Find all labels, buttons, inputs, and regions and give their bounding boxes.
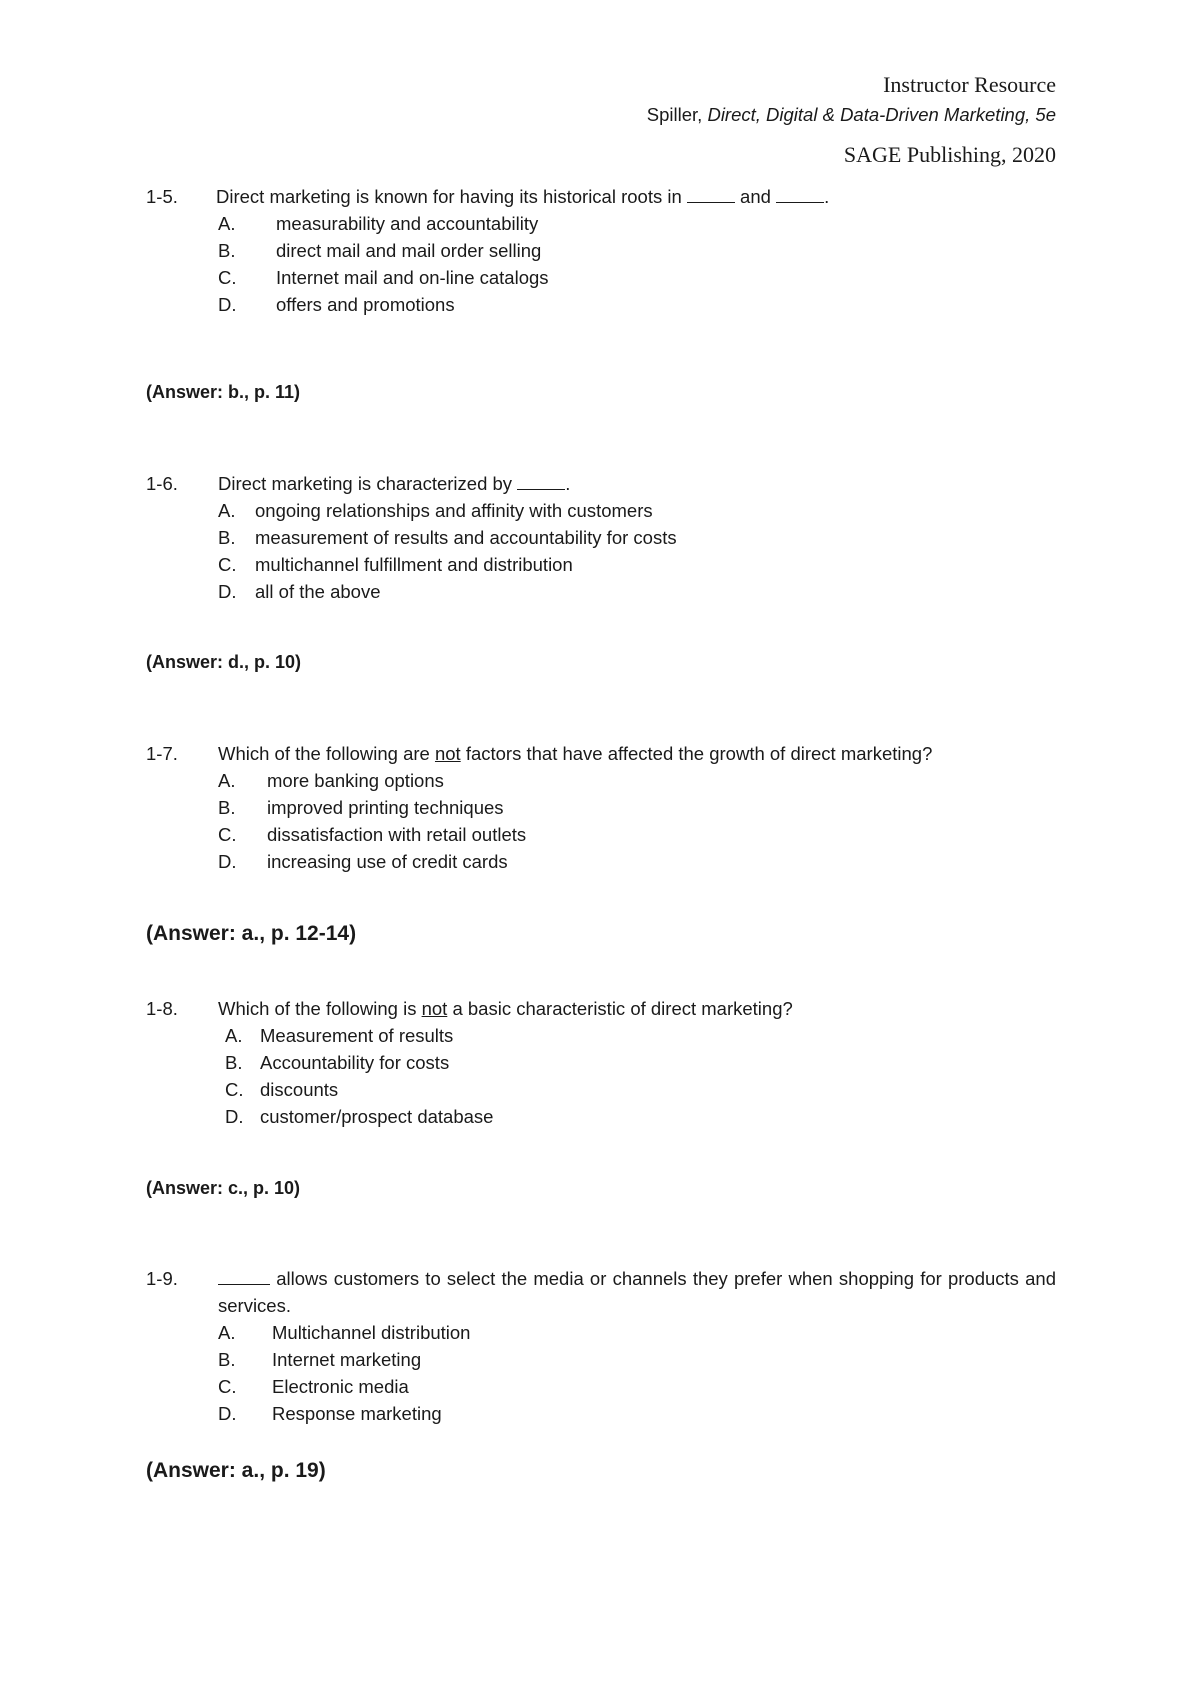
question-stem — [218, 740, 1056, 767]
answer-1-6: (Answer: d., p. 10) — [146, 652, 302, 672]
option-letter: C. — [218, 824, 237, 845]
option-letter: D. — [218, 294, 237, 315]
question-number: 1-5. — [146, 186, 178, 207]
stem-text: Direct marketing is known for having its historical roots in — [216, 186, 687, 207]
header-publisher: SAGE Publishing, 2020 — [843, 142, 1056, 167]
option-text: improved printing techniques — [267, 797, 504, 818]
option-letter: A. — [218, 500, 236, 521]
fill-in-blank — [517, 471, 565, 490]
answer-1-8: (Answer: c., p. 10) — [146, 1178, 301, 1198]
option-letter: D. — [218, 1403, 237, 1424]
option-text: Measurement of results — [260, 1025, 454, 1046]
stem-text: Direct marketing is characterized by — [218, 473, 518, 494]
header-citation — [647, 104, 1056, 126]
stem-text: Which of the following is — [218, 998, 422, 1019]
option-text: offers and promotions — [276, 294, 455, 315]
question-number: 1-9. — [146, 1268, 178, 1289]
fill-in-blank — [687, 184, 735, 203]
option-letter: C. — [225, 1079, 244, 1100]
option-text: Multichannel distribution — [272, 1322, 471, 1343]
stem-text: . — [824, 186, 830, 207]
answer-1-9: (Answer: a., p. 19) — [146, 1459, 326, 1482]
option-letter: A. — [218, 770, 236, 791]
option-letter: C. — [218, 267, 237, 288]
question-number: 1-7. — [146, 743, 178, 764]
option-text: Response marketing — [272, 1403, 442, 1424]
header-author: Spiller, — [646, 104, 708, 125]
option-text: increasing use of credit cards — [267, 851, 508, 872]
option-text: ongoing relationships and affinity with customers — [255, 500, 653, 521]
stem-text: factors that have affected the growth of direct marketing? — [460, 743, 933, 764]
option-letter: B. — [218, 240, 236, 261]
question-stem — [218, 995, 1056, 1022]
option-letter: B. — [225, 1052, 243, 1073]
stem-text: Which of the following are — [218, 743, 435, 764]
answer-1-7: (Answer: a., p. 12-14) — [146, 922, 357, 945]
option-text: all of the above — [255, 581, 381, 602]
stem-underlined-word: not — [421, 998, 448, 1019]
header-title: Instructor Resource — [883, 72, 1056, 97]
option-letter: D. — [225, 1106, 244, 1127]
option-text: Internet mail and on-line catalogs — [276, 267, 549, 288]
stem-underlined-word: not — [434, 743, 461, 764]
option-letter: A. — [225, 1025, 243, 1046]
option-letter: B. — [218, 797, 236, 818]
fill-in-blank — [218, 1266, 270, 1285]
option-text: multichannel fulfillment and distribution — [255, 554, 573, 575]
option-letter: D. — [218, 581, 237, 602]
option-letter: A. — [218, 1322, 236, 1343]
option-letter: C. — [218, 554, 237, 575]
option-letter: A. — [218, 213, 236, 234]
question-number: 1-8. — [146, 998, 178, 1019]
fill-in-blank — [776, 184, 824, 203]
option-text: customer/prospect database — [260, 1106, 494, 1127]
option-text: dissatisfaction with retail outlets — [267, 824, 527, 845]
option-text: Electronic media — [272, 1376, 409, 1397]
question-stem — [216, 183, 1054, 210]
option-text: Accountability for costs — [260, 1052, 450, 1073]
stem-text: a basic characteristic of direct marketing? — [447, 998, 793, 1019]
option-letter: B. — [218, 527, 236, 548]
option-letter: B. — [218, 1349, 236, 1370]
question-stem — [218, 470, 1056, 497]
option-letter: D. — [218, 851, 237, 872]
header-book-title: Direct, Digital & Data-Driven Marketing, 5e — [707, 104, 1056, 125]
stem-text: and — [734, 186, 777, 207]
option-text: direct mail and mail order selling — [276, 240, 542, 261]
option-text: Internet marketing — [272, 1349, 422, 1370]
option-text: more banking options — [267, 770, 444, 791]
option-text: measurement of results and accountability for costs — [255, 527, 677, 548]
stem-text: . — [565, 473, 571, 494]
question-stem — [218, 1265, 1056, 1319]
option-letter: C. — [218, 1376, 237, 1397]
option-text: measurability and accountability — [276, 213, 539, 234]
question-number: 1-6. — [146, 473, 178, 494]
option-text: discounts — [260, 1079, 339, 1100]
stem-text: allows customers to select the media or channels they prefer when shopping for products and services. — [218, 1268, 1056, 1316]
answer-1-5: (Answer: b., p. 11) — [146, 382, 301, 402]
